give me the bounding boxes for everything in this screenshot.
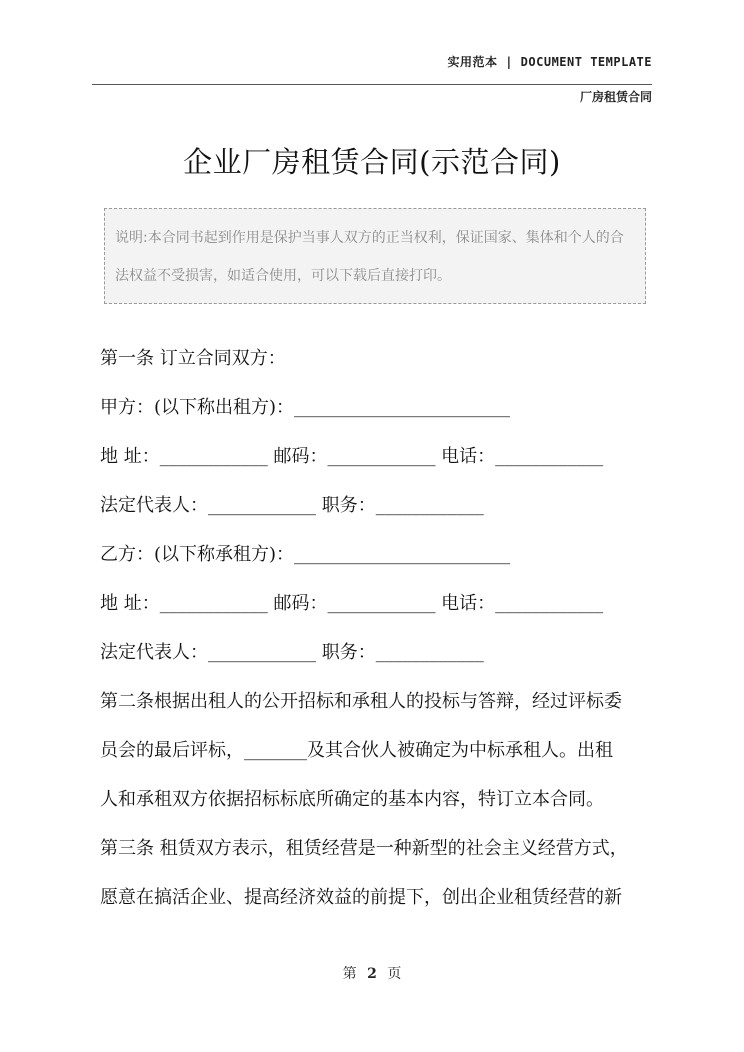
party-b-address-line: 地 址：____________ 邮码：____________ 电话：____________ xyxy=(100,593,604,614)
article-2-line-3: 人和承租双方依据招标标底所确定的基本内容，特订立本合同。 xyxy=(100,789,604,810)
page-suffix: 页 xyxy=(387,966,402,982)
page-number: 2 xyxy=(367,966,377,982)
party-b-representative-line: 法定代表人：____________ 职务：____________ xyxy=(100,642,484,663)
header-template-label: 实用范本 | DOCUMENT TEMPLATE xyxy=(447,55,652,69)
article-1-heading: 第一条 订立合同双方： xyxy=(100,348,286,369)
header-divider xyxy=(92,84,652,85)
party-b-line: 乙方：(以下称承租方)：________________________ xyxy=(100,544,511,565)
document-title: 企业厂房租赁合同(示范合同) xyxy=(183,145,561,179)
note-text: 说明:本合同书起到作用是保护当事人双方的正当权利，保证国家、集体和个人的合法权益不受损害，如适合使用，可以下载后直接打印。 xyxy=(115,230,624,284)
party-a-representative-line: 法定代表人：____________ 职务：____________ xyxy=(100,495,484,516)
party-a-address-line: 地 址：____________ 邮码：____________ 电话：____________ xyxy=(100,446,604,467)
page-prefix: 第 xyxy=(342,966,357,982)
party-a-line: 甲方：(以下称出租方)：________________________ xyxy=(100,397,511,418)
article-2-line-2: 员会的最后评标，_______及其合伙人被确定为中标承租人。出租 xyxy=(100,740,613,761)
article-3-line-2: 愿意在搞活企业、提高经济效益的前提下，创出企业租赁经营的新 xyxy=(100,887,622,908)
note-box xyxy=(104,208,646,304)
article-2-line-1: 第二条根据出租人的公开招标和承租人的投标与答辩，经过评标委 xyxy=(100,691,622,712)
page-footer xyxy=(0,963,744,983)
header-document-name: 厂房租赁合同 xyxy=(579,90,652,104)
article-3-line-1: 第三条 租赁双方表示，租赁经营是一种新型的社会主义经营方式， xyxy=(100,838,628,859)
